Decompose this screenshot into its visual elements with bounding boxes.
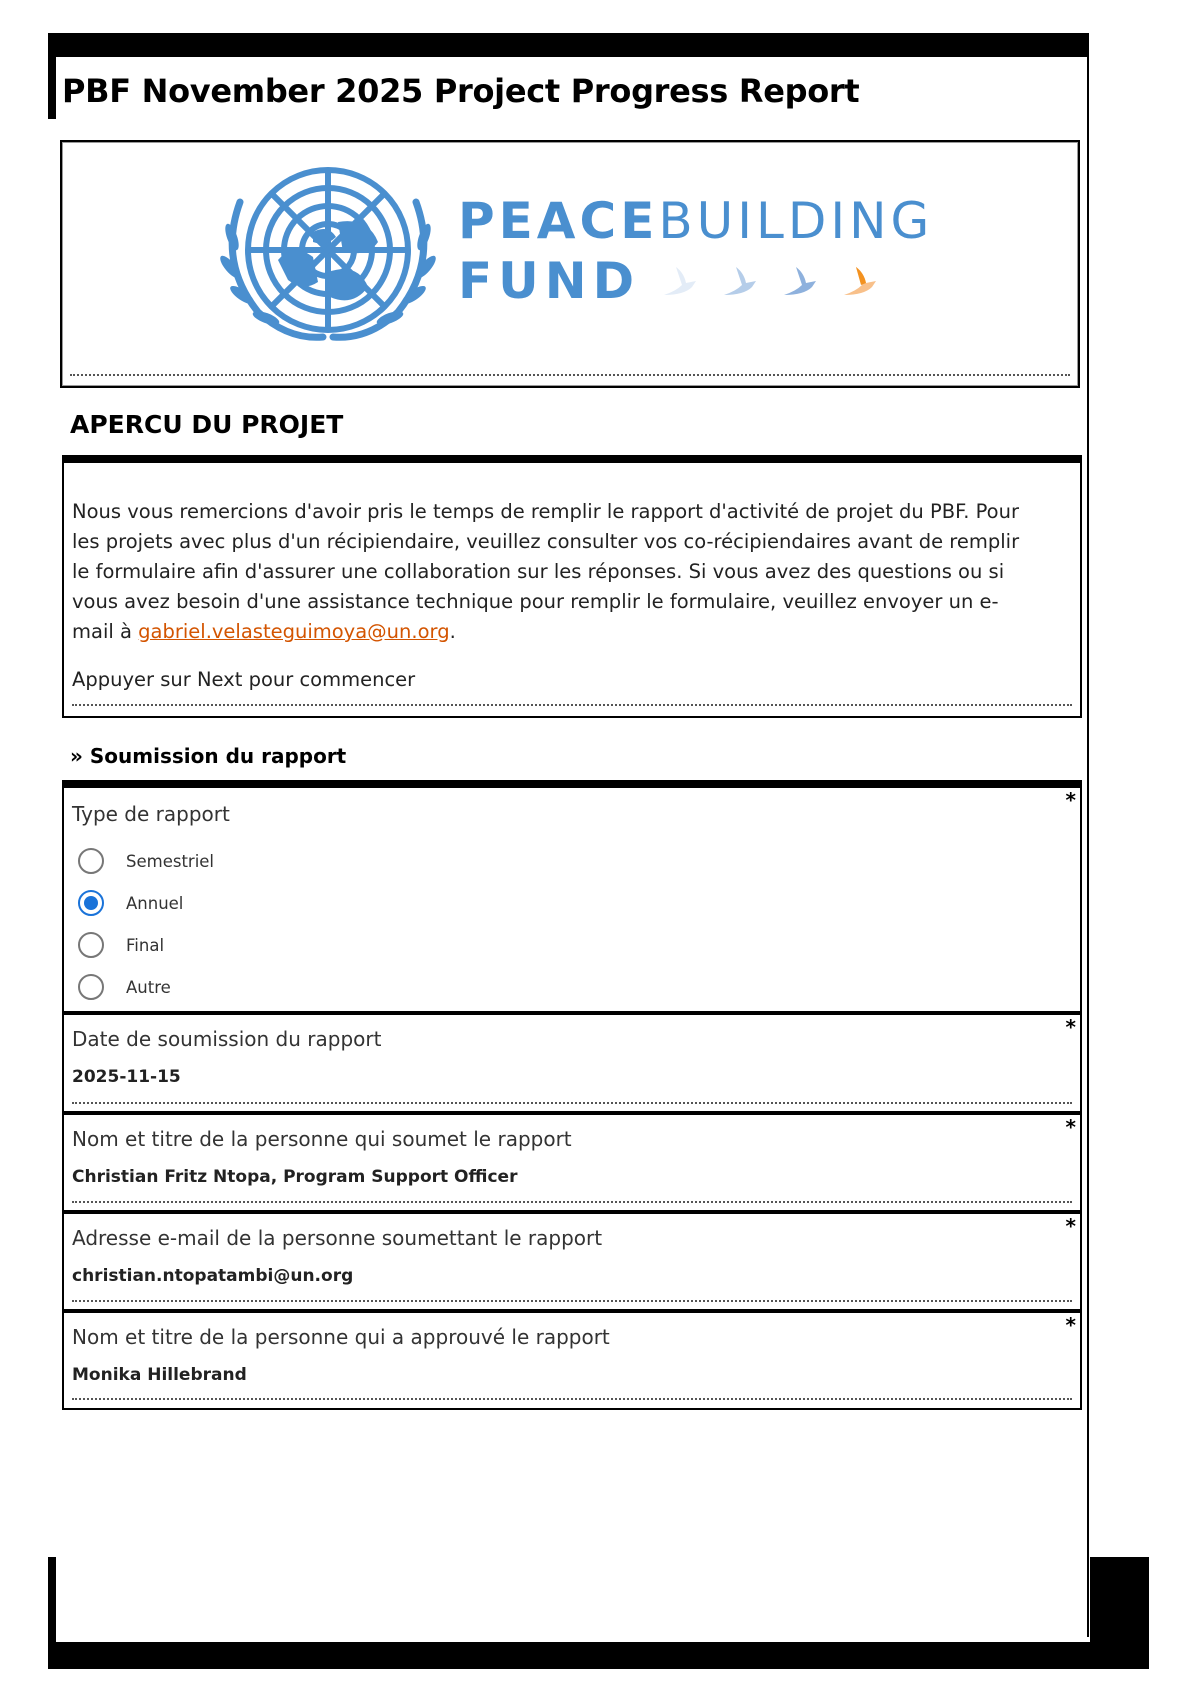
- radio-label: Final: [126, 935, 165, 955]
- logo-panel: [60, 140, 1080, 388]
- dove-icon: [662, 261, 702, 301]
- submitter-name-field[interactable]: [62, 1111, 1082, 1213]
- report-type-field: [62, 780, 1082, 1014]
- call-to-action-text: Appuyer sur Next pour commencer: [72, 668, 416, 691]
- radio-semestriel[interactable]: [78, 840, 214, 882]
- page-corner-block: [1090, 1557, 1149, 1669]
- submitter-email-field[interactable]: [62, 1210, 1082, 1312]
- required-marker: *: [1065, 788, 1076, 812]
- required-marker: *: [1065, 1214, 1076, 1238]
- intro-text-body: Nous vous remercions d'avoir pris le temps de remplir le rapport d'activité de projet du PBF. Pour les projets avec plus d'un récipiendaire, veuillez consulter vos co-récipiendaires avant de remplir le formulaire afin d'assurer une collaboration sur les réponses. Si vous avez des questions ou si vous avez besoin d'une assistance technique pour remplir le formulaire, veuillez envoyer un e-mail à: [72, 500, 1020, 643]
- section-heading-overview: APERCU DU PROJET: [70, 410, 344, 439]
- intro-panel: [62, 455, 1082, 718]
- field-label: Nom et titre de la personne qui a approuvé le rapport: [72, 1325, 610, 1349]
- dove-icon: [722, 261, 762, 301]
- radio-checked-icon[interactable]: [78, 890, 104, 916]
- intro-text-end: .: [449, 620, 456, 643]
- required-marker: *: [1065, 1313, 1076, 1337]
- divider: [72, 1102, 1072, 1104]
- brand-word-building: BUILDING: [658, 192, 934, 250]
- field-label: Nom et titre de la personne qui soumet le rapport: [72, 1127, 572, 1151]
- divider: [72, 1201, 1072, 1203]
- page-top-border: [48, 33, 1089, 57]
- divider: [72, 1398, 1072, 1400]
- radio-unchecked-icon[interactable]: [78, 974, 104, 1000]
- report-type-label: Type de rapport: [72, 802, 230, 826]
- page-title: PBF November 2025 Project Progress Report: [62, 72, 860, 110]
- page-right-border: [1087, 57, 1089, 1637]
- radio-unchecked-icon[interactable]: [78, 848, 104, 874]
- radio-label: Annuel: [126, 893, 184, 913]
- intro-text: [72, 497, 1032, 647]
- required-marker: *: [1065, 1115, 1076, 1139]
- dove-icon: [782, 261, 822, 301]
- radio-annuel[interactable]: [78, 882, 214, 924]
- brand-word-fund: FUND: [458, 252, 641, 310]
- page-bottom-border: [48, 1642, 1149, 1669]
- field-label: Adresse e-mail de la personne soumettant le rapport: [72, 1226, 603, 1250]
- dove-icon: [842, 261, 882, 301]
- divider: [72, 1300, 1072, 1302]
- radio-final[interactable]: [78, 924, 214, 966]
- radio-label: Semestriel: [126, 851, 215, 871]
- doves-row: [662, 261, 882, 301]
- field-value[interactable]: Monika Hillebrand: [72, 1365, 247, 1385]
- approver-name-field[interactable]: [62, 1309, 1082, 1410]
- contact-email-link[interactable]: gabriel.velasteguimoya@un.org: [138, 620, 450, 643]
- field-label: Date de soumission du rapport: [72, 1027, 382, 1051]
- page-left-border-top: [48, 33, 56, 119]
- peacebuilding-fund-wordmark: [458, 194, 933, 308]
- radio-label: Autre: [126, 977, 171, 997]
- field-value[interactable]: christian.ntopatambi@un.org: [72, 1266, 354, 1286]
- divider: [70, 374, 1070, 376]
- submission-date-field[interactable]: [62, 1011, 1082, 1114]
- field-value[interactable]: 2025-11-15: [72, 1067, 181, 1087]
- radio-autre[interactable]: [78, 966, 214, 1008]
- divider: [72, 704, 1072, 706]
- field-value[interactable]: Christian Fritz Ntopa, Program Support Officer: [72, 1167, 518, 1187]
- brand-word-peace: PEACE: [458, 192, 659, 250]
- section-heading-submission: » Soumission du rapport: [70, 744, 347, 768]
- radio-unchecked-icon[interactable]: [78, 932, 104, 958]
- report-type-radio-group: [78, 840, 214, 1008]
- page-left-border-bottom: [48, 1557, 56, 1642]
- un-emblem-icon: [218, 162, 438, 350]
- required-marker: *: [1065, 1015, 1076, 1039]
